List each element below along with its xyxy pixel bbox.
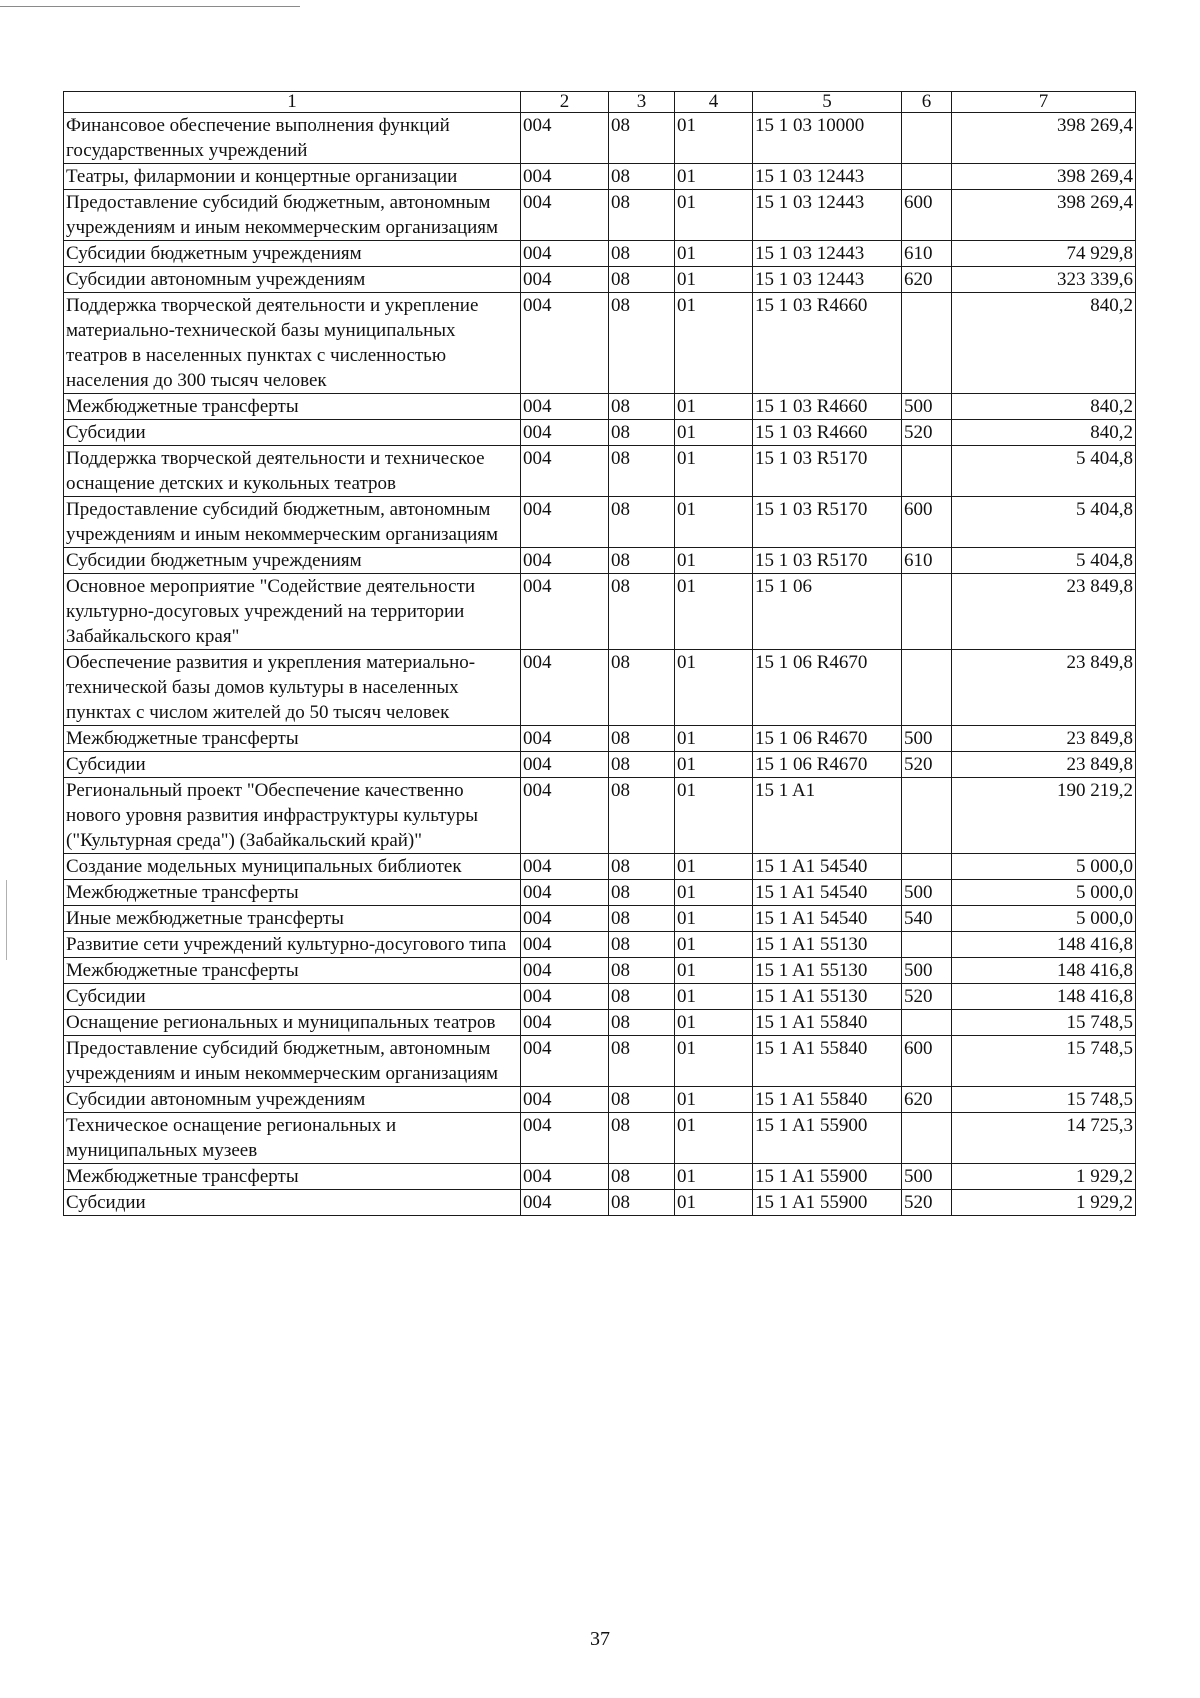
target-article-cell: 15 1 A1 55900	[753, 1113, 902, 1164]
subsection-code-cell: 01	[675, 906, 753, 932]
amount-cell: 323 339,6	[952, 267, 1136, 293]
amount-cell: 148 416,8	[952, 958, 1136, 984]
section-code-cell: 08	[609, 1190, 675, 1216]
subsection-code-cell: 01	[675, 113, 753, 164]
section-code-cell: 08	[609, 1164, 675, 1190]
section-code-cell: 08	[609, 293, 675, 394]
expense-type-cell: 500	[902, 726, 952, 752]
table-row	[64, 420, 1136, 446]
subsection-code-cell: 01	[675, 1036, 753, 1087]
target-article-cell: 15 1 06	[753, 574, 902, 650]
amount-cell: 5 000,0	[952, 906, 1136, 932]
section-code-cell: 08	[609, 190, 675, 241]
expense-type-cell: 500	[902, 958, 952, 984]
ministry-code-cell: 004	[521, 932, 609, 958]
amount-cell: 15 748,5	[952, 1010, 1136, 1036]
ministry-code-cell: 004	[521, 446, 609, 497]
section-code-cell: 08	[609, 1087, 675, 1113]
amount-cell: 1 929,2	[952, 1164, 1136, 1190]
section-code-cell: 08	[609, 164, 675, 190]
target-article-cell: 15 1 06 R4670	[753, 752, 902, 778]
item-name-cell: Межбюджетные трансферты	[64, 394, 521, 420]
expense-type-cell	[902, 293, 952, 394]
section-code-cell: 08	[609, 267, 675, 293]
subsection-code-cell: 01	[675, 190, 753, 241]
section-code-cell: 08	[609, 1010, 675, 1036]
item-name-cell: Предоставление субсидий бюджетным, автономным учреждениям и иным некоммерческим организациям	[64, 497, 521, 548]
subsection-code-cell: 01	[675, 1087, 753, 1113]
table-row	[64, 241, 1136, 267]
target-article-cell: 15 1 03 R4660	[753, 293, 902, 394]
expense-type-cell	[902, 778, 952, 854]
subsection-code-cell: 01	[675, 932, 753, 958]
amount-cell: 148 416,8	[952, 984, 1136, 1010]
item-name-cell: Межбюджетные трансферты	[64, 958, 521, 984]
section-code-cell: 08	[609, 932, 675, 958]
item-name-cell: Театры, филармонии и концертные организации	[64, 164, 521, 190]
expense-type-cell: 600	[902, 1036, 952, 1087]
expense-type-cell	[902, 854, 952, 880]
item-name-cell: Субсидии	[64, 1190, 521, 1216]
amount-cell: 398 269,4	[952, 113, 1136, 164]
amount-cell: 14 725,3	[952, 1113, 1136, 1164]
expense-type-cell: 610	[902, 241, 952, 267]
section-code-cell: 08	[609, 1113, 675, 1164]
expense-type-cell	[902, 164, 952, 190]
expense-type-cell: 540	[902, 906, 952, 932]
amount-cell: 5 404,8	[952, 497, 1136, 548]
header-cell: 4	[675, 92, 753, 113]
expense-type-cell: 500	[902, 880, 952, 906]
target-article-cell: 15 1 A1	[753, 778, 902, 854]
table-row	[64, 650, 1136, 726]
target-article-cell: 15 1 03 12443	[753, 190, 902, 241]
item-name-cell: Развитие сети учреждений культурно-досугового типа	[64, 932, 521, 958]
ministry-code-cell: 004	[521, 241, 609, 267]
table-row	[64, 1087, 1136, 1113]
target-article-cell: 15 1 03 12443	[753, 164, 902, 190]
amount-cell: 74 929,8	[952, 241, 1136, 267]
target-article-cell: 15 1 A1 54540	[753, 854, 902, 880]
ministry-code-cell: 004	[521, 548, 609, 574]
target-article-cell: 15 1 03 R4660	[753, 394, 902, 420]
subsection-code-cell: 01	[675, 650, 753, 726]
target-article-cell: 15 1 A1 55840	[753, 1010, 902, 1036]
table-row	[64, 1164, 1136, 1190]
target-article-cell: 15 1 03 R5170	[753, 497, 902, 548]
ministry-code-cell: 004	[521, 113, 609, 164]
table-row	[64, 726, 1136, 752]
item-name-cell: Межбюджетные трансферты	[64, 1164, 521, 1190]
item-name-cell: Субсидии бюджетным учреждениям	[64, 548, 521, 574]
target-article-cell: 15 1 03 10000	[753, 113, 902, 164]
target-article-cell: 15 1 03 R5170	[753, 446, 902, 497]
section-code-cell: 08	[609, 906, 675, 932]
item-name-cell: Оснащение региональных и муниципальных театров	[64, 1010, 521, 1036]
section-code-cell: 08	[609, 752, 675, 778]
subsection-code-cell: 01	[675, 446, 753, 497]
table-row	[64, 164, 1136, 190]
scan-artifact-line	[6, 880, 7, 960]
target-article-cell: 15 1 A1 55840	[753, 1036, 902, 1087]
target-article-cell: 15 1 A1 54540	[753, 880, 902, 906]
amount-cell: 15 748,5	[952, 1036, 1136, 1087]
table-header	[64, 92, 1136, 113]
table-row	[64, 446, 1136, 497]
section-code-cell: 08	[609, 726, 675, 752]
item-name-cell: Субсидии	[64, 984, 521, 1010]
table-row	[64, 394, 1136, 420]
table-row	[64, 548, 1136, 574]
section-code-cell: 08	[609, 497, 675, 548]
ministry-code-cell: 004	[521, 778, 609, 854]
section-code-cell: 08	[609, 984, 675, 1010]
target-article-cell: 15 1 A1 55130	[753, 984, 902, 1010]
ministry-code-cell: 004	[521, 984, 609, 1010]
section-code-cell: 08	[609, 958, 675, 984]
item-name-cell: Обеспечение развития и укрепления материально-технической базы домов культуры в населенных пунктах с числом жителей до 50 тысяч человек	[64, 650, 521, 726]
table-row	[64, 752, 1136, 778]
scan-artifact-line	[0, 6, 300, 7]
amount-cell: 23 849,8	[952, 650, 1136, 726]
expense-type-cell: 520	[902, 984, 952, 1010]
item-name-cell: Техническое оснащение региональных и муниципальных музеев	[64, 1113, 521, 1164]
header-row	[64, 92, 1136, 113]
subsection-code-cell: 01	[675, 958, 753, 984]
table-row	[64, 574, 1136, 650]
item-name-cell: Предоставление субсидий бюджетным, автономным учреждениям и иным некоммерческим организациям	[64, 190, 521, 241]
item-name-cell: Межбюджетные трансферты	[64, 726, 521, 752]
item-name-cell: Поддержка творческой деятельности и техническое оснащение детских и кукольных театров	[64, 446, 521, 497]
subsection-code-cell: 01	[675, 752, 753, 778]
item-name-cell: Субсидии	[64, 420, 521, 446]
ministry-code-cell: 004	[521, 190, 609, 241]
ministry-code-cell: 004	[521, 726, 609, 752]
expense-type-cell	[902, 1113, 952, 1164]
item-name-cell: Региональный проект "Обеспечение качественно нового уровня развития инфраструктуры культуры ("Культурная среда") (Забайкальский край)"	[64, 778, 521, 854]
ministry-code-cell: 004	[521, 420, 609, 446]
amount-cell: 23 849,8	[952, 752, 1136, 778]
subsection-code-cell: 01	[675, 574, 753, 650]
subsection-code-cell: 01	[675, 984, 753, 1010]
item-name-cell: Поддержка творческой деятельности и укрепление материально-технической базы муниципальных театров в населенных пунктах с численностью населения до 300 тысяч человек	[64, 293, 521, 394]
table-row	[64, 880, 1136, 906]
expense-type-cell: 500	[902, 1164, 952, 1190]
target-article-cell: 15 1 A1 55840	[753, 1087, 902, 1113]
item-name-cell: Субсидии автономным учреждениям	[64, 1087, 521, 1113]
target-article-cell: 15 1 03 R5170	[753, 548, 902, 574]
table-row	[64, 293, 1136, 394]
table-row	[64, 267, 1136, 293]
section-code-cell: 08	[609, 446, 675, 497]
table-row	[64, 778, 1136, 854]
expense-type-cell: 610	[902, 548, 952, 574]
item-name-cell: Предоставление субсидий бюджетным, автономным учреждениям и иным некоммерческим организациям	[64, 1036, 521, 1087]
target-article-cell: 15 1 A1 54540	[753, 906, 902, 932]
table-row	[64, 958, 1136, 984]
subsection-code-cell: 01	[675, 854, 753, 880]
ministry-code-cell: 004	[521, 752, 609, 778]
section-code-cell: 08	[609, 548, 675, 574]
ministry-code-cell: 004	[521, 650, 609, 726]
subsection-code-cell: 01	[675, 420, 753, 446]
ministry-code-cell: 004	[521, 906, 609, 932]
subsection-code-cell: 01	[675, 241, 753, 267]
ministry-code-cell: 004	[521, 854, 609, 880]
ministry-code-cell: 004	[521, 1164, 609, 1190]
budget-table	[63, 91, 1136, 1216]
target-article-cell: 15 1 A1 55130	[753, 958, 902, 984]
ministry-code-cell: 004	[521, 293, 609, 394]
amount-cell: 5 404,8	[952, 446, 1136, 497]
ministry-code-cell: 004	[521, 1113, 609, 1164]
ministry-code-cell: 004	[521, 394, 609, 420]
amount-cell: 190 219,2	[952, 778, 1136, 854]
ministry-code-cell: 004	[521, 1036, 609, 1087]
table-row	[64, 1113, 1136, 1164]
section-code-cell: 08	[609, 241, 675, 267]
subsection-code-cell: 01	[675, 778, 753, 854]
amount-cell: 15 748,5	[952, 1087, 1136, 1113]
table-row	[64, 1036, 1136, 1087]
section-code-cell: 08	[609, 1036, 675, 1087]
header-cell: 3	[609, 92, 675, 113]
ministry-code-cell: 004	[521, 1087, 609, 1113]
target-article-cell: 15 1 A1 55130	[753, 932, 902, 958]
table-row	[64, 497, 1136, 548]
ministry-code-cell: 004	[521, 958, 609, 984]
expense-type-cell: 520	[902, 752, 952, 778]
expense-type-cell	[902, 113, 952, 164]
item-name-cell: Субсидии бюджетным учреждениям	[64, 241, 521, 267]
amount-cell: 148 416,8	[952, 932, 1136, 958]
amount-cell: 840,2	[952, 293, 1136, 394]
section-code-cell: 08	[609, 854, 675, 880]
page-number: 37	[590, 1628, 610, 1650]
item-name-cell: Иные межбюджетные трансферты	[64, 906, 521, 932]
target-article-cell: 15 1 06 R4670	[753, 650, 902, 726]
expense-type-cell: 620	[902, 267, 952, 293]
amount-cell: 5 000,0	[952, 854, 1136, 880]
subsection-code-cell: 01	[675, 1113, 753, 1164]
section-code-cell: 08	[609, 420, 675, 446]
amount-cell: 840,2	[952, 420, 1136, 446]
table-row	[64, 906, 1136, 932]
ministry-code-cell: 004	[521, 497, 609, 548]
header-cell: 5	[753, 92, 902, 113]
section-code-cell: 08	[609, 113, 675, 164]
section-code-cell: 08	[609, 574, 675, 650]
target-article-cell: 15 1 A1 55900	[753, 1190, 902, 1216]
subsection-code-cell: 01	[675, 267, 753, 293]
ministry-code-cell: 004	[521, 267, 609, 293]
target-article-cell: 15 1 03 12443	[753, 241, 902, 267]
item-name-cell: Межбюджетные трансферты	[64, 880, 521, 906]
table-body	[64, 113, 1136, 1216]
item-name-cell: Основное мероприятие "Содействие деятельности культурно-досуговых учреждений на территории Забайкальского края"	[64, 574, 521, 650]
section-code-cell: 08	[609, 778, 675, 854]
header-cell: 7	[952, 92, 1136, 113]
amount-cell: 398 269,4	[952, 190, 1136, 241]
section-code-cell: 08	[609, 880, 675, 906]
expense-type-cell	[902, 574, 952, 650]
subsection-code-cell: 01	[675, 548, 753, 574]
amount-cell: 398 269,4	[952, 164, 1136, 190]
ministry-code-cell: 004	[521, 880, 609, 906]
table-row	[64, 984, 1136, 1010]
expense-type-cell: 500	[902, 394, 952, 420]
header-cell: 6	[902, 92, 952, 113]
target-article-cell: 15 1 06 R4670	[753, 726, 902, 752]
expense-type-cell: 520	[902, 420, 952, 446]
item-name-cell: Субсидии автономным учреждениям	[64, 267, 521, 293]
expense-type-cell: 520	[902, 1190, 952, 1216]
table-row	[64, 1190, 1136, 1216]
table-row	[64, 113, 1136, 164]
amount-cell: 5 000,0	[952, 880, 1136, 906]
expense-type-cell: 620	[902, 1087, 952, 1113]
target-article-cell: 15 1 A1 55900	[753, 1164, 902, 1190]
item-name-cell: Финансовое обеспечение выполнения функций государственных учреждений	[64, 113, 521, 164]
target-article-cell: 15 1 03 12443	[753, 267, 902, 293]
subsection-code-cell: 01	[675, 726, 753, 752]
ministry-code-cell: 004	[521, 164, 609, 190]
expense-type-cell	[902, 650, 952, 726]
header-cell: 2	[521, 92, 609, 113]
amount-cell: 1 929,2	[952, 1190, 1136, 1216]
subsection-code-cell: 01	[675, 1010, 753, 1036]
table-row	[64, 1010, 1136, 1036]
subsection-code-cell: 01	[675, 497, 753, 548]
subsection-code-cell: 01	[675, 394, 753, 420]
target-article-cell: 15 1 03 R4660	[753, 420, 902, 446]
subsection-code-cell: 01	[675, 1190, 753, 1216]
expense-type-cell: 600	[902, 497, 952, 548]
expense-type-cell	[902, 446, 952, 497]
subsection-code-cell: 01	[675, 164, 753, 190]
amount-cell: 5 404,8	[952, 548, 1136, 574]
section-code-cell: 08	[609, 394, 675, 420]
section-code-cell: 08	[609, 650, 675, 726]
expense-type-cell: 600	[902, 190, 952, 241]
ministry-code-cell: 004	[521, 1190, 609, 1216]
expense-type-cell	[902, 1010, 952, 1036]
amount-cell: 840,2	[952, 394, 1136, 420]
table-row	[64, 854, 1136, 880]
subsection-code-cell: 01	[675, 880, 753, 906]
item-name-cell: Создание модельных муниципальных библиотек	[64, 854, 521, 880]
expense-type-cell	[902, 932, 952, 958]
subsection-code-cell: 01	[675, 293, 753, 394]
header-cell: 1	[64, 92, 521, 113]
ministry-code-cell: 004	[521, 574, 609, 650]
table-row	[64, 932, 1136, 958]
subsection-code-cell: 01	[675, 1164, 753, 1190]
item-name-cell: Субсидии	[64, 752, 521, 778]
table-row	[64, 190, 1136, 241]
ministry-code-cell: 004	[521, 1010, 609, 1036]
amount-cell: 23 849,8	[952, 726, 1136, 752]
amount-cell: 23 849,8	[952, 574, 1136, 650]
